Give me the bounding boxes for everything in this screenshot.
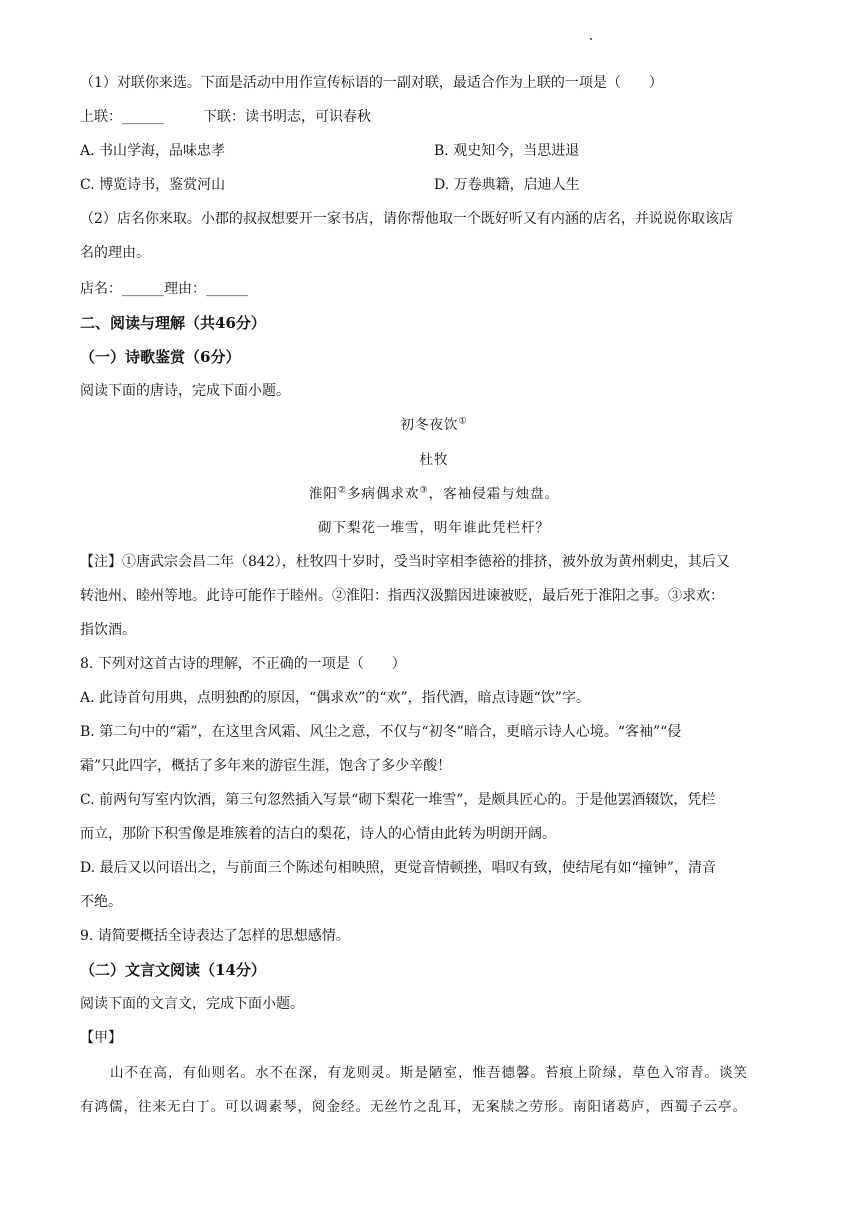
poem-title-note: ① (458, 416, 468, 427)
note-marker-2: ② (337, 485, 347, 496)
q8-option-b-line1: B. 第二句中的“霜”，在这里含风霜、风尘之意，不仅与“初冬”暗合，更暗示诗人心境。“客袖”“侵 (80, 724, 682, 740)
poem-line1: 淮阳②多病偶求欢③，客袖侵霜与烛盘。 (308, 485, 560, 502)
note-line3: 指饮酒。 (80, 622, 136, 638)
reason-blank[interactable]: ______ (206, 281, 248, 297)
shop-name-blank[interactable]: ______ (122, 281, 164, 297)
q2-line2: 名的理由。 (80, 245, 150, 261)
upper-blank[interactable]: ______ (122, 109, 164, 125)
q2-answer-row (80, 280, 248, 298)
note-marker-3: ③ (419, 485, 429, 496)
option-b: B. 观史知今，当思进退 (434, 143, 580, 159)
poem-line2: 砌下梨花一堆雪，明年谁此凭栏杆？ (318, 520, 550, 536)
section-title: 二、阅读与理解（共46分） (80, 314, 266, 332)
note-line2: 转池州、睦州等地。此诗可能作于睦州。②淮阳：指西汉汲黯因进谏被贬，最后死于淮阳之事。③求欢： (80, 588, 724, 604)
poem-author: 杜牧 (419, 452, 449, 468)
q8-option-c-line2: 而立，那阶下积雪像是堆簇着的洁白的梨花，诗人的心情由此转为明朗开阔。 (80, 826, 556, 842)
q8-option-c-line1: C. 前两句写室内饮酒，第三句忽然插入写景“砌下梨花一堆雪”，是颇具匠心的。于是他罢酒辍饮，凭栏 (80, 792, 716, 808)
poem-title-text: 初冬夜饮 (400, 417, 459, 433)
part1-title: （一）诗歌鉴赏（6分） (80, 348, 241, 366)
passage-line2: 有鸿儒，往来无白丁。可以调素琴，阅金经。无丝竹之乱耳，无案牍之劳形。南阳诸葛庐，西蜀子云亭。 (80, 1099, 747, 1115)
poem-title (0, 416, 868, 434)
option-a: A. 书山学海，品味忠孝 (80, 143, 226, 159)
part2-title: （二）文言文阅读（14分） (80, 961, 266, 979)
part1-intro: 阅读下面的唐诗，完成下面小题。 (80, 383, 290, 399)
option-c: C. 博览诗书，鉴赏河山 (80, 177, 226, 193)
note-line1: 【注】①唐武宗会昌二年（842），杜牧四十岁时，受当时宰相李德裕的排挤，被外放为黄州刺史，其后又 (80, 554, 730, 570)
shop-name-label: 店名： (80, 281, 122, 297)
upper-label: 上联： (80, 109, 122, 125)
reason-label: 理由： (164, 281, 206, 297)
q1-stem: （1）对联你来选。下面是活动中用作宣传标语的一副对联，最适合作为上联的一项是（ ） (80, 75, 663, 91)
q8-stem: 8. 下列对这首古诗的理解，不正确的一项是（ ） (80, 656, 406, 672)
part2-intro: 阅读下面的文言文，完成下面小题。 (80, 996, 304, 1012)
passage-label-jia: 【甲】 (80, 1030, 122, 1046)
q8-option-d-line2: 不绝。 (80, 894, 122, 910)
q8-option-b-line2: 霜”只此四字，概括了多年来的游宦生涯，饱含了多少辛酸！ (80, 758, 452, 774)
option-d: D. 万卷典籍，启迪人生 (434, 177, 580, 193)
passage-line1: 山不在高，有仙则名。水不在深，有龙则灵。斯是陋室，惟吾德馨。苔痕上阶绿，草色入帘青。谈笑 (110, 1065, 748, 1081)
q8-option-a: A. 此诗首句用典，点明独酌的原因，“偶求欢”的“欢”，指代酒，暗点诗题“饮”字。 (80, 690, 590, 706)
q1-couplet-row (80, 108, 164, 126)
page-dot (590, 38, 592, 40)
q2-line1: （2）店名你来取。小郡的叔叔想要开一家书店，请你帮他取一个既好听又有内涵的店名，并说说你取该店 (80, 211, 733, 227)
q8-option-d-line1: D. 最后又以问语出之，与前面三个陈述句相映照，更觉音情顿挫，唱叹有致，使结尾有如“撞钟”，清音 (80, 860, 716, 876)
lower-couplet: 下联：读书明志，可识春秋 (203, 109, 371, 125)
q9-stem: 9. 请简要概括全诗表达了怎样的思想感情。 (80, 928, 350, 944)
